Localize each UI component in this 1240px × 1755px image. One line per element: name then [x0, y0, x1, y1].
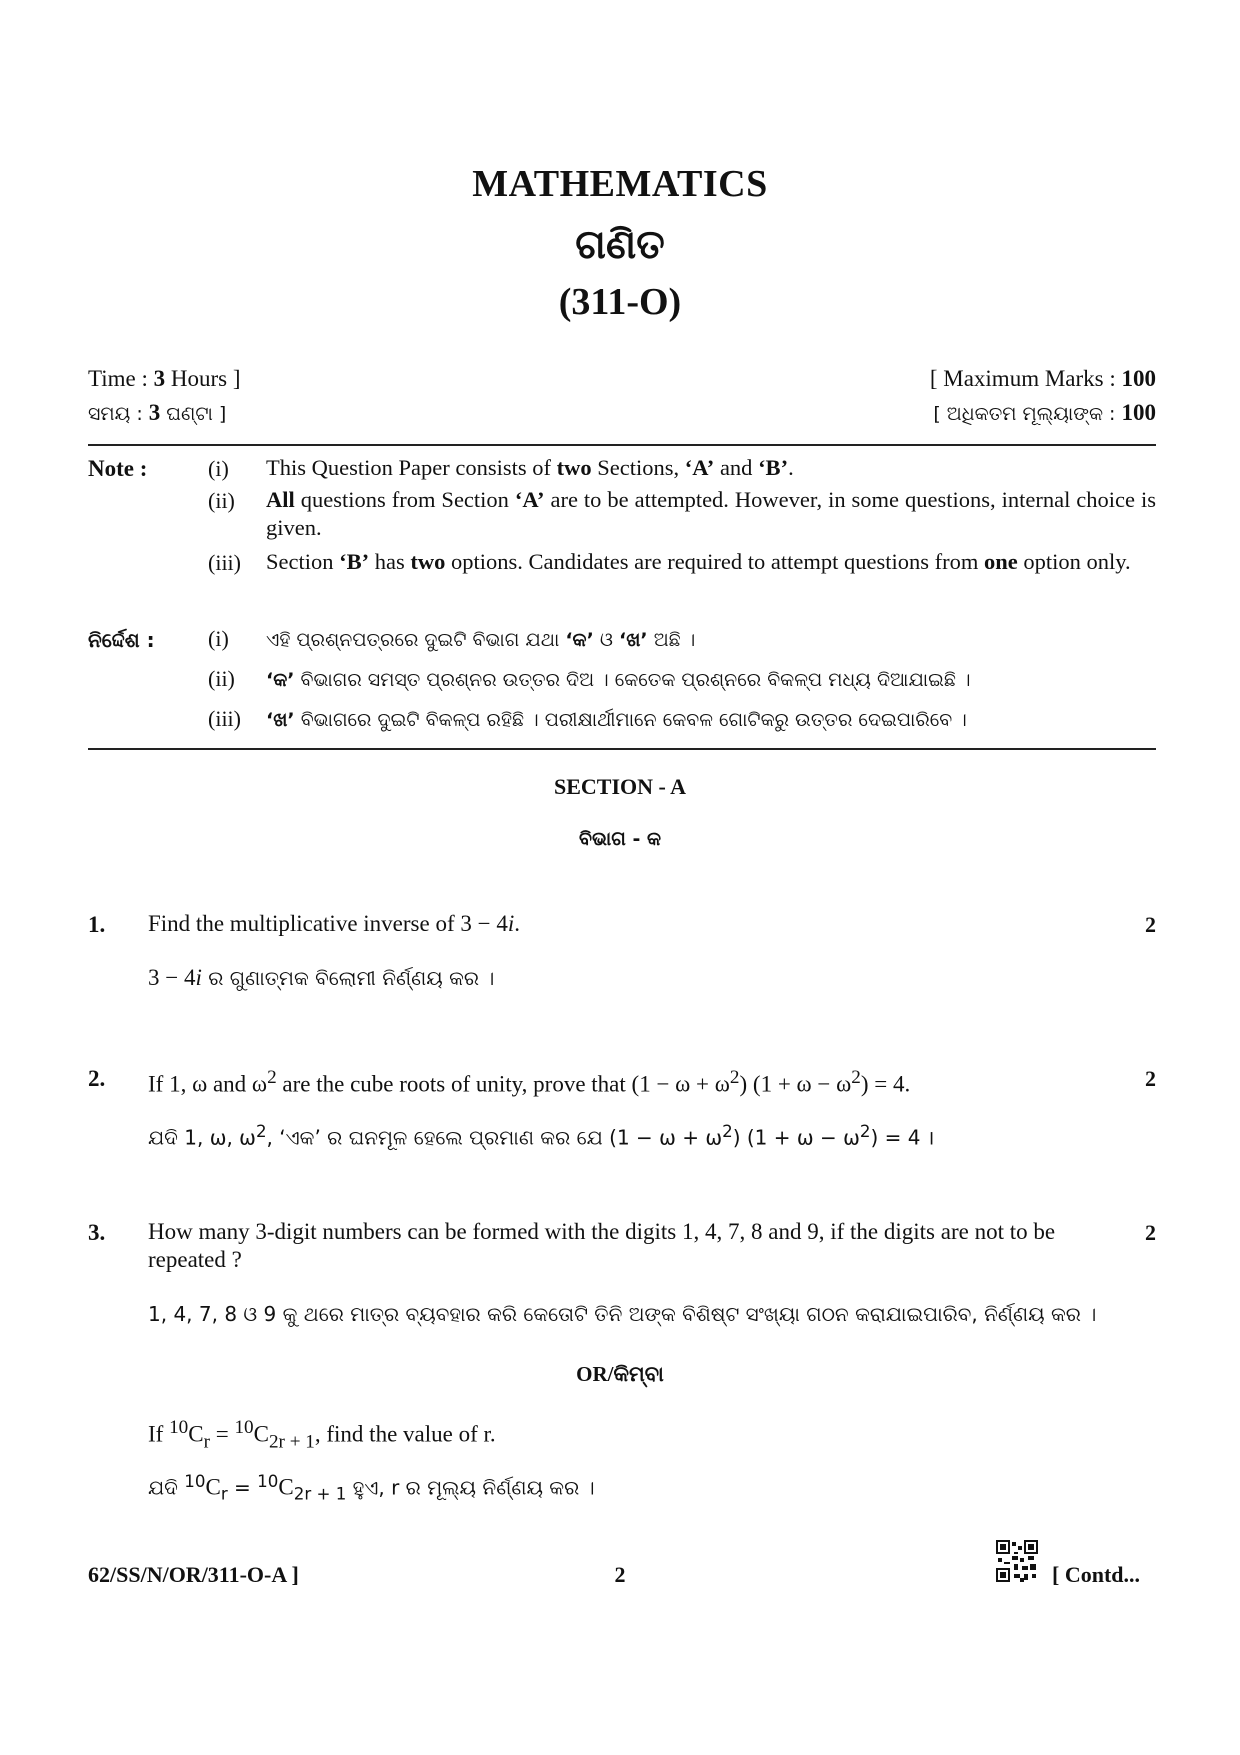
max-marks-line: [ Maximum Marks : 100 — [929, 366, 1156, 391]
qr-code-icon — [996, 1540, 1038, 1582]
section-title-odia: ବିଭାଗ - କ — [579, 828, 661, 850]
question-marks: 2 — [1145, 1066, 1156, 1091]
note-label-odia: ନିର୍ଦ୍ଦେଶ : — [88, 628, 155, 652]
header-divider — [88, 444, 1156, 446]
time-line-odia: ସମୟ : 3 ଘଣ୍ଟା ] — [88, 400, 227, 425]
note-item-number: (iii) — [208, 706, 241, 731]
question-1-text-odia: 3 − 4i ର ଗୁଣାତ୍ମକ ବିଲୋମୀ ନିର୍ଣ୍ଣୟ କର । — [148, 965, 495, 990]
question-2-text-odia: ଯଦି 1, ω, $\omega^2$, ‘ଏକ’ ର ଘନମୂଳ ହେଲେ ପ୍ରମାଣ କର ଯେ $(1 - \omega + \omega^2)$ $(1 + \omega - \omega^2) = 4$ । — [148, 1122, 935, 1150]
section-title: SECTION - A — [553, 774, 687, 799]
continued-label: [ Contd... — [1052, 1562, 1141, 1587]
question-number: 1. — [88, 912, 106, 937]
subject-title-odia: ଗଣିତ — [575, 222, 665, 268]
note-label: Note : — [88, 456, 148, 481]
note-item-1: This Question Paper consists of two Sections, ‘A’ and ‘B’. — [266, 455, 794, 480]
subject-title: MATHEMATICS — [472, 163, 768, 205]
note-item-number: (ii) — [208, 488, 235, 513]
note-item-number: (i) — [208, 456, 229, 481]
question-number: 3. — [88, 1220, 106, 1245]
note-item-number: (iii) — [208, 550, 241, 575]
note-item-1-odia: ଏହି ପ୍ରଶ୍ନପତ୍ରରେ ଦୁଇଟି ବିଭାଗ ଯଥା ‘କ’ ଓ ‘ଖ’ ଅଛି । — [266, 629, 696, 651]
subject-code: (311-O) — [558, 281, 682, 323]
question-2-text: If 1, ω and $\omega^2$ are the cube roots of unity, prove that $(1 - \omega + \omega^2)$ $(1 + \omega - \omega^2) = 4$. — [148, 1067, 911, 1097]
question-3-alternative: If $^{10}C_r = ^{10}C_{2r + 1}$, find the value of r. — [148, 1417, 496, 1453]
question-3-alternative-odia: ଯଦି $^{10}C_r = ^{10}C_{2r + 1}$ ହୁଏ, r ର ମୂଲ୍ୟ ନିର୍ଣ୍ଣୟ କର । — [148, 1472, 595, 1504]
question-marks: 2 — [1145, 912, 1156, 937]
note-item-3: Section ‘B’ has two options. Candidates are required to attempt questions from one option only. — [266, 549, 1131, 574]
note-item-3-odia: ‘ଖ’ ବିଭାଗରେ ଦୁଇଟି ବିକଳ୍ପ ରହିଛି । ପରୀକ୍ଷାର୍ଥୀମାନେ କେବଳ ଗୋଟିକରୁ ଉତ୍ତର ଦେଇପାରିବେ । — [266, 709, 967, 731]
page-number: 2 — [614, 1562, 626, 1587]
note-divider — [88, 748, 1156, 750]
note-item-number: (ii) — [208, 666, 235, 691]
paper-code: 62/SS/N/OR/311-O-A ] — [88, 1562, 299, 1587]
max-marks-line-odia: [ ଅଧିକତମ ମୂଲ୍ୟାଙ୍କ : 100 — [933, 400, 1156, 425]
note-item-number: (i) — [208, 626, 229, 651]
note-item-2-odia: ‘କ’ ବିଭାଗର ସମସ୍ତ ପ୍ରଶ୍ନର ଉତ୍ତର ଦିଅ । କେତେକ ପ୍ରଶ୍ନରେ ବିକଳ୍ପ ମଧ୍ୟ ଦିଆଯାଇଛି । — [266, 669, 971, 691]
time-line: Time : 3 Hours ] — [88, 366, 241, 391]
or-divider-label: OR/କିମ୍ବା — [576, 1362, 664, 1386]
question-1-text: Find the multiplicative inverse of 3 − 4i. — [148, 911, 520, 936]
note-item-2: All questions from Section ‘A’ are to be attempted. However, in some questions, internal choice is given. — [266, 487, 1156, 540]
question-number: 2. — [88, 1066, 106, 1091]
question-marks: 2 — [1145, 1220, 1156, 1245]
question-3-text-odia: 1, 4, 7, 8 ଓ 9 କୁ ଥରେ ମାତ୍ର ବ୍ୟବହାର କରି କେତୋଟି ତିନି ଅଙ୍କ ବିଶିଷ୍ଟ ସଂଖ୍ୟା ଗଠନ କରାଯାଇପାରିବ, ନିର୍ଣ୍ଣୟ କର । — [148, 1302, 1097, 1326]
question-3-text: How many 3-digit numbers can be formed with the digits 1, 4, 7, 8 and 9, if the digits are not to be repeated ? — [148, 1219, 1056, 1272]
